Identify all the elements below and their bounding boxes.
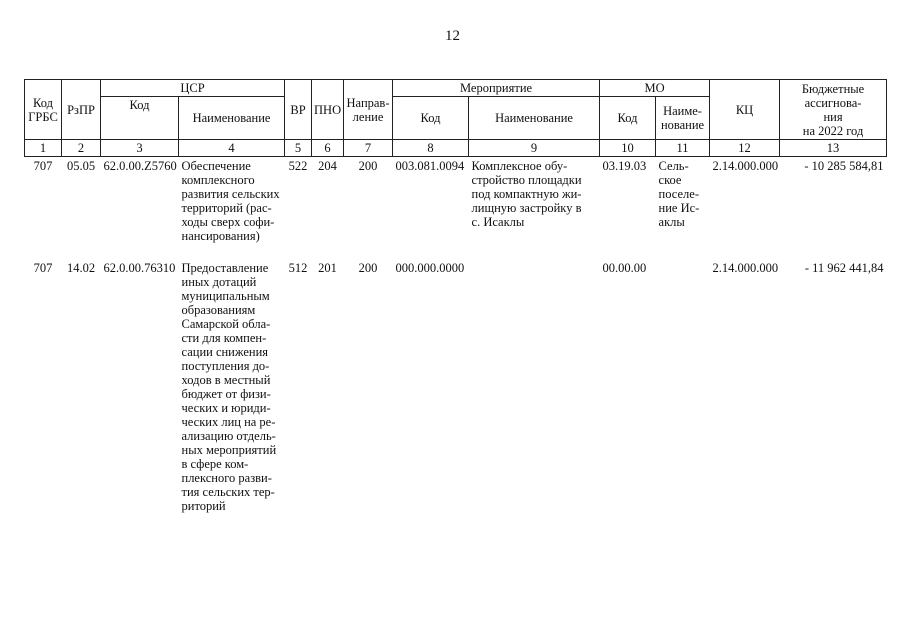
column-number: 9: [469, 140, 600, 157]
cell-mo-kod: 03.19.03: [602, 159, 647, 173]
column-number: 8: [393, 140, 469, 157]
header-kod-grbs: Код ГРБС: [25, 80, 62, 140]
cell-napravlenie: 200: [358, 159, 378, 173]
header-csr-name: Наименование: [179, 97, 285, 140]
cell-csr-kod: 62.0.00.Z5760: [103, 159, 177, 173]
cell-csr-name: Предоставление иных дотаций муниципальным образованиям Самарской обла- сти для компен- сации снижения поступления до- ходов в местный бюджет от физи- ческих и юриди- ческих лиц на ре- ализацию отдель- ных мероприятий в сфере ком- плексного разви- тия сельских тер- риторий: [181, 261, 277, 513]
cell-napravlenie: 200: [358, 261, 378, 275]
budget-allocation-table: [24, 79, 887, 515]
table-row: [25, 157, 887, 258]
column-number-row: [25, 140, 887, 157]
column-number: 4: [179, 140, 285, 157]
page-number: 12: [445, 28, 460, 44]
header-mer-kod: Код: [393, 97, 469, 140]
header-budget: Бюджетные ассигнова- ния на 2022 год: [780, 80, 887, 140]
cell-csr-name: Обеспечение комплексного развития сельских территорий (рас- ходы сверх софи- нансирования): [181, 159, 280, 243]
cell-mo-name: [656, 257, 710, 515]
cell-csr-kod: 62.0.00.76310: [103, 261, 176, 275]
cell-kc: 2.14.000.000: [712, 261, 779, 275]
header-kc: КЦ: [710, 80, 780, 140]
column-number: 10: [600, 140, 656, 157]
header-rzpr: РзПР: [62, 80, 101, 140]
column-number: 6: [312, 140, 344, 157]
header-csr-kod: Код: [101, 97, 179, 140]
cell-amount: - 11 962 441,84: [804, 261, 884, 275]
cell-mer-kod: 003.081.0094: [395, 159, 465, 173]
cell-vr: 512: [288, 261, 308, 275]
column-number: 11: [656, 140, 710, 157]
cell-amount: - 10 285 584,81: [804, 159, 884, 173]
cell-vr: 522: [288, 159, 308, 173]
header-mo-kod: Код: [600, 97, 656, 140]
cell-rzpr: 14.02: [66, 261, 96, 275]
cell-kc: 2.14.000.000: [712, 159, 779, 173]
column-number: 3: [101, 140, 179, 157]
cell-grbs: 707: [33, 159, 53, 173]
header-meropriyatie: Мероприятие: [393, 80, 600, 97]
header-mo: МО: [600, 80, 710, 97]
header-csr: ЦСР: [101, 80, 285, 97]
cell-mer-name: [469, 257, 600, 515]
cell-rzpr: 05.05: [66, 159, 96, 173]
cell-mo-kod: 00.00.00: [602, 261, 647, 275]
header-napravlenie: Направ- ление: [344, 80, 393, 140]
header-row-1: [25, 80, 887, 97]
cell-grbs: 707: [33, 261, 53, 275]
cell-mo-name: Сель- ское поселе- ние Ис- аклы: [658, 159, 700, 229]
cell-mer-name: Комплексное обу- стройство площадки под компактную жи- лищную застройку в с. Исаклы: [471, 159, 582, 229]
column-number: 1: [25, 140, 62, 157]
column-number: 5: [285, 140, 312, 157]
header-pno: ПНО: [312, 80, 344, 140]
column-number: 2: [62, 140, 101, 157]
header-vr: ВР: [285, 80, 312, 140]
cell-pno: 204: [318, 159, 337, 173]
column-number: 7: [344, 140, 393, 157]
column-number: 13: [780, 140, 887, 157]
header-mer-name: Наименование: [469, 97, 600, 140]
cell-mer-kod: 000.000.0000: [395, 261, 465, 275]
column-number: 12: [710, 140, 780, 157]
table-row: [25, 257, 887, 515]
cell-pno: 201: [318, 261, 337, 275]
header-mo-name: Наиме- нование: [656, 97, 710, 140]
